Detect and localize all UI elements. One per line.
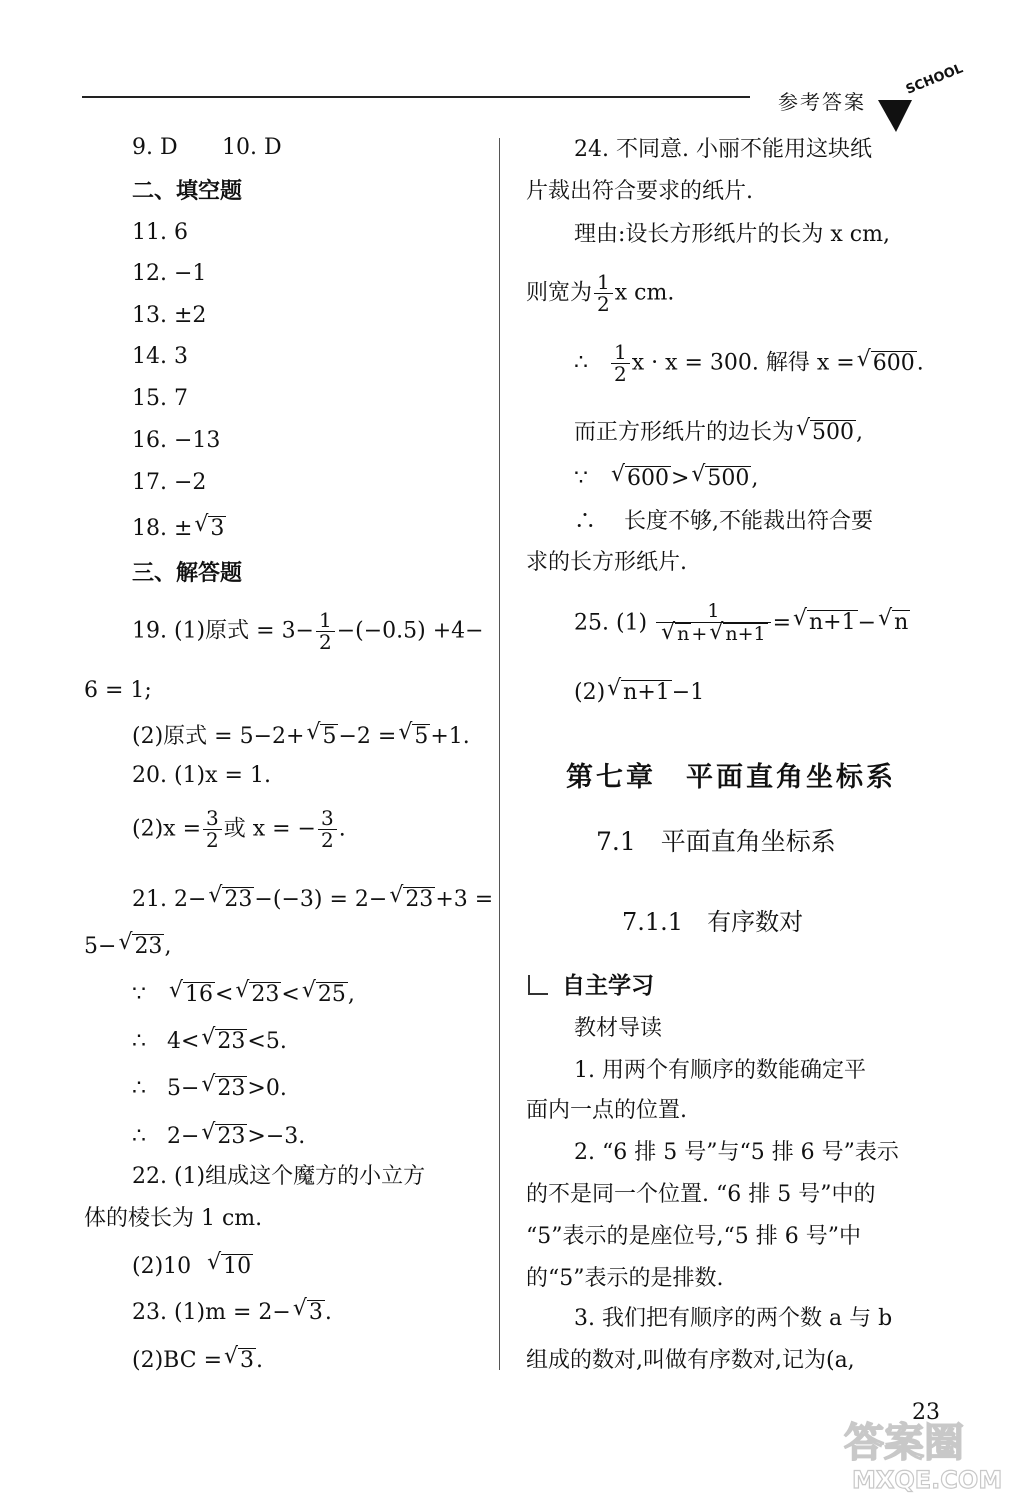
answer-24-line5: ∴ $\frac{1}{2}$ x · x = 300. 解得 x =√ 600. [574,342,924,385]
answer-23-part1: 23. (1)m = 2−√ 3. [132,1300,332,1324]
header-label: 参考答案 [778,90,866,114]
answer-20-part2: (2)x = $\frac{3}{2}$ 或 x = − $\frac{3}{2}$ . [132,806,346,852]
answer-19-line1: 19. (1)原式 = 3− $\frac{1}{2}$ −(−0.5) +4− [132,608,484,654]
answer-23-part2: (2)BC =√ 3. [132,1348,263,1372]
heading-solutions: 三、解答题 [132,560,243,586]
point-2-line1: 2. “6 排 5 号”与“5 排 6 号”表示 [574,1140,899,1165]
answer-12: 12. −1 [132,261,207,286]
answer-24-line3: 理由:设长方形纸片的长为 x cm, [574,222,890,247]
answer-24-line9: 求的长方形纸片. [526,550,687,575]
watermark-logo-icon [838,1412,1024,1493]
answer-17: 17. −2 [132,470,207,495]
answer-10: 10. D [222,135,282,160]
answer-9: 9. D [132,135,178,160]
point-1-line1: 1. 用两个有顺序的数能确定平 [574,1058,866,1083]
answer-22-line1: 22. (1)组成这个魔方的小立方 [132,1164,426,1189]
answer-22-line2: 体的棱长为 1 cm. [84,1206,263,1231]
point-2-line2: 的不是同一个位置. “6 排 5 号”中的 [526,1182,876,1207]
answer-25-part2: (2)√ n+1−1 [574,680,704,704]
self-study-heading: 自主学习 [528,974,654,997]
reading-label: 教材导读 [574,1016,663,1041]
answer-21-line6: ∴ 2−√ 23>−3. [132,1124,305,1148]
watermark-bottom: MXQE.COM [852,1466,1003,1493]
answer-21-line2: 5−√ 23, [84,934,171,958]
answer-22-part2: (2)10 √ 10 [132,1254,253,1278]
answer-11: 11. 6 [132,220,188,245]
point-1-line2: 面内一点的位置. [526,1098,687,1123]
answer-21-line3: ∵ √ 16<√ 23<√ 25, [132,982,355,1006]
answer-20-part1: 20. (1)x = 1. [132,763,271,788]
school-logo-icon [868,61,966,140]
answer-24-line1: 24. 不同意. 小丽不能用这块纸 [574,137,872,162]
page-number: 23 [912,1400,940,1425]
section-title: 7.1 平面直角坐标系 [596,827,836,856]
answer-25-part1: 25. (1) 1 √ n +√ n+1 =√ n+1−√ n [574,602,910,645]
answer-24-line4: 则宽为 $\frac{1}{2}$ x cm. [526,270,675,316]
answer-19-part2: (2)原式 = 5−2+√ 5−2 =√ 5+1. [132,724,470,748]
answer-14: 14. 3 [132,344,188,369]
subsection-title: 7.1.1 有序数对 [622,908,804,936]
answer-21-line5: ∴ 5−√ 23>0. [132,1076,287,1100]
answer-24-line6: 而正方形纸片的边长为√ 500, [574,420,863,444]
chapter-title: 第七章 平面直角坐标系 [566,762,896,793]
box-corner-icon [528,975,548,995]
header-rule [82,96,750,98]
answer-16: 16. −13 [132,428,221,453]
point-2-line4: 的“5”表示的是排数. [526,1266,724,1291]
column-divider [499,138,500,1370]
answer-15: 15. 7 [132,386,188,411]
answer-21-line1: 21. 2−√ 23−(−3) = 2−√ 23+3 = [132,887,493,911]
point-2-line3: “5”表示的是座位号,“5 排 6 号”中 [526,1224,861,1249]
answer-21-line4: ∴ 4<√ 23<5. [132,1029,287,1053]
point-3-line2: 组成的数对,叫做有序数对,记为(a, [526,1348,855,1373]
watermark-top: 答案圈 [844,1420,964,1466]
heading-fill-in: 二、填空题 [132,178,243,204]
answer-19-line2: 6 = 1; [84,678,152,703]
point-3-line1: 3. 我们把有顺序的两个数 a 与 b [574,1306,893,1331]
answer-24-line2: 片裁出符合要求的纸片. [526,179,753,204]
answer-24-line7: ∵ √ 600>√ 500, [574,466,758,490]
answer-18: 18. ±√ 3 [132,516,226,540]
logo-text: SCHOOL [903,61,966,98]
answer-24-line8: ∴ 长度不够,不能裁出符合要 [574,509,873,534]
answer-13: 13. ±2 [132,303,207,328]
